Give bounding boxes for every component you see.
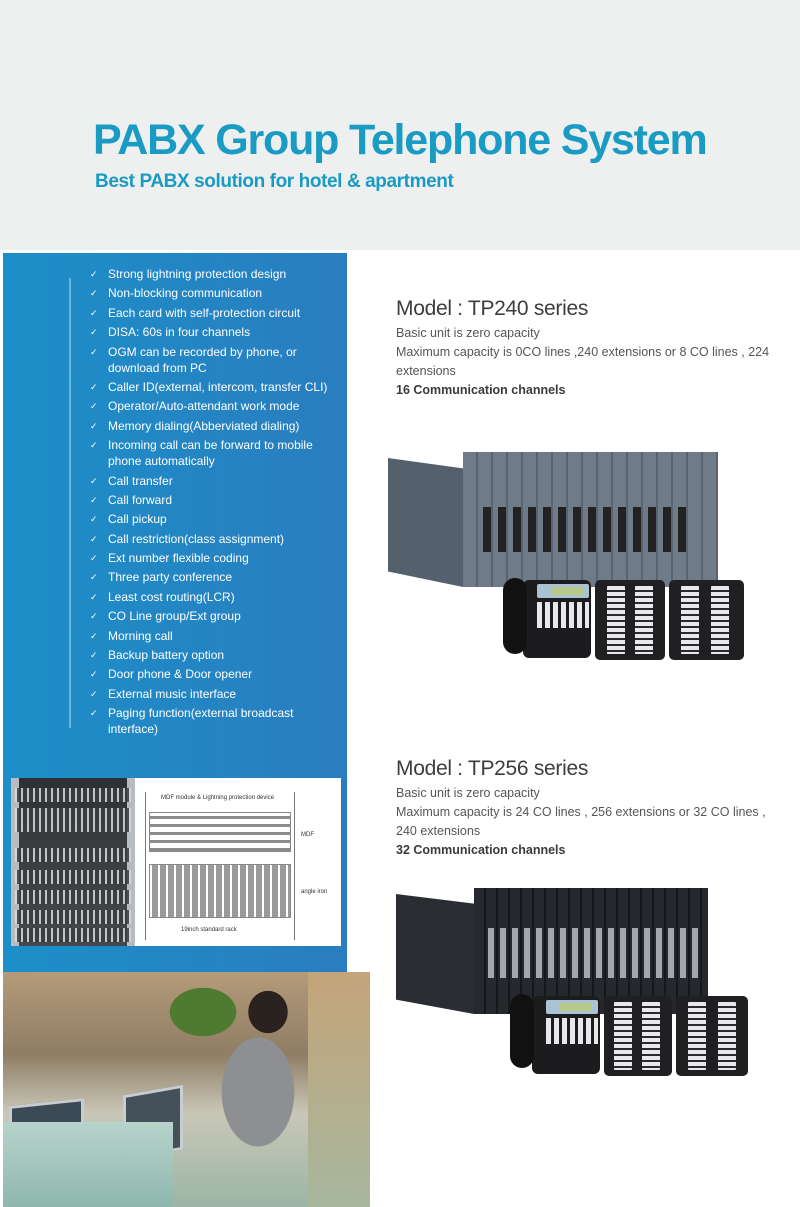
feature-item: ✓ Door phone & Door opener [90,667,253,682]
feature-item: ✓ Non-blocking communication [90,286,263,301]
check-icon: ✓ [90,420,98,431]
feature-item: ✓ Least cost routing(LCR) [90,589,235,604]
diagram-label-mdf-module: MDF module & Lightning protection device [161,795,275,801]
feature-item: ✓ OGM can be recorded by phone, or download from PC [90,344,297,375]
mdf-module-block [149,812,291,852]
check-icon: ✓ [90,630,98,641]
header-banner [0,0,800,250]
feature-item: ✓ Incoming call can be forward to mobile phone automatically [90,438,313,469]
diagram-label-angle-iron: angle iron [301,889,328,895]
model-basic-capacity: Basic unit is zero capacity [396,786,540,800]
check-icon: ✓ [90,669,98,680]
check-icon: ✓ [90,475,98,486]
feature-item: ✓ Backup battery option [90,648,225,663]
feature-item: ✓ Morning call [90,628,173,643]
page-subtitle: Best PABX solution for hotel & apartment [95,171,454,192]
feature-item: ✓ External music interface [90,686,237,701]
check-icon: ✓ [90,288,98,299]
feature-item: ✓ Operator/Auto-attendant work mode [90,399,300,414]
check-icon: ✓ [90,494,98,505]
model-tp256-section [396,756,786,860]
feature-item: ✓ CO Line group/Ext group [90,609,241,624]
feature-item: ✓ Call restriction(class assignment) [90,531,285,546]
check-icon: ✓ [90,553,98,564]
diagram-label-mdf: MDF [301,832,314,838]
hotel-reception-photo [3,972,370,1207]
tp256-product-image [396,888,766,1093]
mdf-rack-diagram [141,786,336,944]
check-icon: ✓ [90,269,98,279]
check-icon: ✓ [90,514,98,525]
model-tp240-section [396,296,786,400]
check-icon: ✓ [90,708,98,719]
tp240-product-image [388,452,773,687]
rack-installation-figure [11,778,341,946]
diagram-label-rack: 19inch standard rack [181,927,237,933]
feature-item: ✓ Call forward [90,492,173,507]
model-channels: 32 Communication channels [396,843,566,857]
check-icon: ✓ [90,650,98,661]
model-max-capacity: Maximum capacity is 0CO lines ,240 extensions or 8 CO lines , 224 extensions [396,345,770,378]
model-max-capacity: Maximum capacity is 24 CO lines , 256 extensions or 32 CO lines , 240 extensions [396,805,766,838]
check-icon: ✓ [90,591,98,602]
feature-item: ✓ Caller ID(external, intercom, transfer CLI) [90,379,328,394]
check-icon: ✓ [90,688,98,699]
decorative-divider [69,278,71,728]
feature-item: ✓ Strong lightning protection design [90,267,287,281]
feature-item: ✓ Three party conference [90,570,233,585]
feature-item: ✓ DISA: 60s in four channels [90,325,251,340]
model-basic-capacity: Basic unit is zero capacity [396,326,540,340]
check-icon: ✓ [90,611,98,622]
check-icon: ✓ [90,533,98,544]
check-icon: ✓ [90,572,98,583]
pbx-card-block [149,864,291,918]
feature-item: ✓ Paging function(external broadcast interface) [90,706,294,737]
check-icon: ✓ [90,346,98,357]
feature-item: ✓ Call pickup [90,512,167,527]
check-icon: ✓ [90,440,98,451]
reception-desk-image [3,1122,173,1207]
check-icon: ✓ [90,327,98,338]
model-title: Model : TP240 series [396,297,589,320]
page-title: PABX Group Telephone System [93,116,707,164]
feature-item: ✓ Memory dialing(Abberviated dialing) [90,418,300,433]
feature-list [90,266,340,741]
feature-item: ✓ Ext number flexible coding [90,551,249,566]
model-channels: 16 Communication channels [396,383,566,397]
check-icon: ✓ [90,381,98,392]
rack-photo [11,778,135,946]
feature-item: ✓ Each card with self-protection circuit [90,305,301,320]
feature-item: ✓ Call transfer [90,473,173,488]
check-icon: ✓ [90,401,98,412]
check-icon: ✓ [90,307,98,318]
model-title: Model : TP256 series [396,757,589,780]
